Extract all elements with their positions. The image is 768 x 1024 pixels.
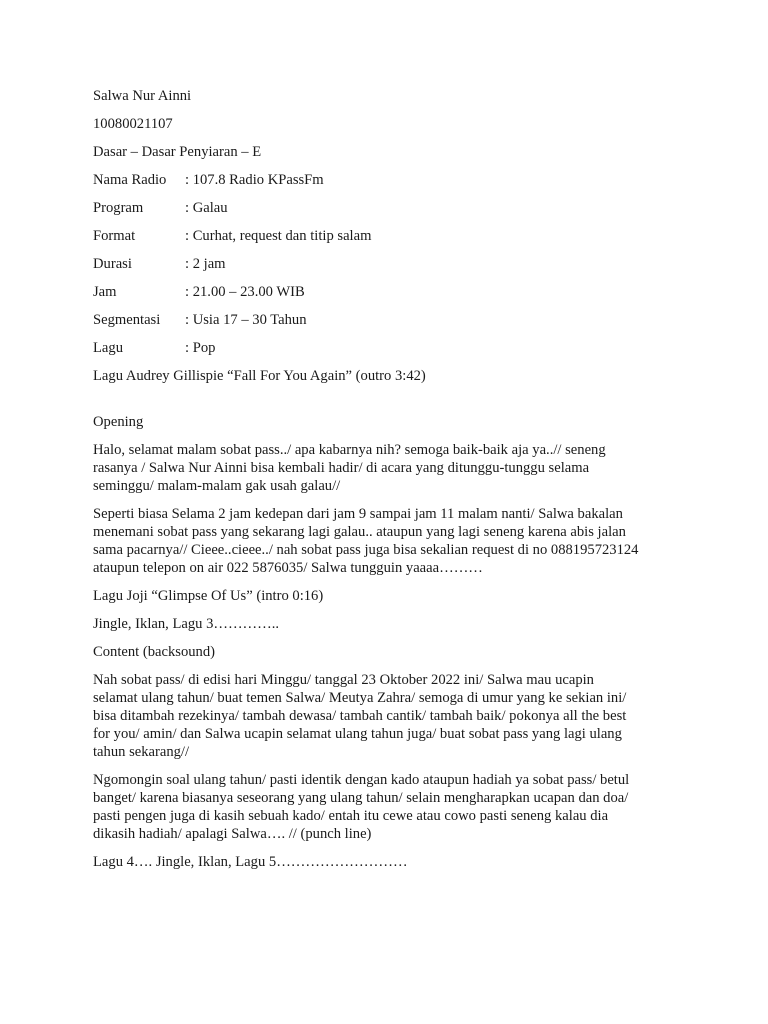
field-label: Nama Radio: [93, 172, 167, 188]
field-row-segmentation: [93, 311, 713, 329]
student-id: 10080021107: [93, 116, 173, 132]
jingle-cue-2: Lagu 4…. Jingle, Iklan, Lagu 5………………………: [93, 854, 408, 870]
author-name: Salwa Nur Ainni: [93, 88, 192, 104]
opening-paragraph-1: [93, 441, 713, 495]
field-row-time: [93, 283, 713, 301]
document-page: [93, 87, 713, 881]
text-line: menemani sobat pass yang sekarang lagi galau.. ataupun yang lagi seneng karena abis jalan: [93, 524, 626, 540]
section-heading-content: Content (backsound): [93, 644, 215, 660]
text-line: dikasih hadiah/ apalagi Salwa…. // (punch line): [93, 826, 372, 842]
content-paragraph-2: [93, 771, 713, 843]
text-line: Ngomongin soal ulang tahun/ pasti identik dengan kado ataupun hadiah ya sobat pass/ betul: [93, 772, 630, 788]
song-cue-2: Lagu Joji “Glimpse Of Us” (intro 0:16): [93, 588, 324, 604]
field-value: : Pop: [185, 340, 216, 356]
course-title: Dasar – Dasar Penyiaran – E: [93, 144, 262, 160]
text-line: ataupun telepon on air 022 5876035/ Salwa tungguin yaaaa………: [93, 560, 483, 576]
text-line: tahun sekarang//: [93, 744, 190, 760]
field-label: Format: [93, 228, 136, 244]
text-line: banget/ karena biasanya seseorang yang ulang tahun/ selain mengharapkan ucapan dan doa/: [93, 790, 629, 806]
field-value: : 2 jam: [185, 256, 226, 272]
text-line: rasanya / Salwa Nur Ainni bisa kembali hadir/ di acara yang ditunggu-tunggu selama: [93, 460, 590, 476]
text-line: Halo, selamat malam sobat pass../ apa kabarnya nih? semoga baik-baik aja ya..// seneng: [93, 442, 606, 458]
text-line: seminggu/ malam-malam gak usah galau//: [93, 478, 341, 494]
text-line: for you/ amin/ dan Salwa ucapin selamat ulang tahun juga/ buat sobat pass yang lagi ulang: [93, 726, 622, 742]
field-value: : Usia 17 – 30 Tahun: [185, 312, 307, 328]
field-label: Program: [93, 200, 144, 216]
opening-paragraph-2: [93, 505, 713, 577]
field-row-format: [93, 227, 713, 245]
field-row-duration: [93, 255, 713, 273]
text-line: Nah sobat pass/ di edisi hari Minggu/ tanggal 23 Oktober 2022 ini/ Salwa mau ucapin: [93, 672, 594, 688]
text-line: sama pacarnya// Cieee..cieee../ nah sobat pass juga bisa sekalian request di no 088195723124: [93, 542, 639, 558]
field-row-song-genre: [93, 339, 713, 357]
field-value: : 21.00 – 23.00 WIB: [185, 284, 305, 300]
field-label: Durasi: [93, 256, 132, 272]
song-cue-1: Lagu Audrey Gillispie “Fall For You Again” (outro 3:42): [93, 368, 426, 384]
text-line: pasti pengen juga di kasih sebuah kado/ entah itu cewe atau cowo pasti seneng kalau dia: [93, 808, 609, 824]
text-line: Seperti biasa Selama 2 jam kedepan dari jam 9 sampai jam 11 malam nanti/ Salwa bakalan: [93, 506, 623, 522]
section-heading-opening: Opening: [93, 414, 144, 430]
field-label: Segmentasi: [93, 312, 161, 328]
field-value: : 107.8 Radio KPassFm: [185, 172, 324, 188]
text-line: selamat ulang tahun/ buat temen Salwa/ Meutya Zahra/ semoga di umur yang ke sekian ini/: [93, 690, 627, 706]
spacer: [93, 395, 713, 413]
field-value: : Curhat, request dan titip salam: [185, 228, 372, 244]
field-label: Jam: [93, 284, 117, 300]
field-label: Lagu: [93, 340, 123, 356]
text-line: bisa ditambah rezekinya/ tambah dewasa/ tambah cantik/ tambah baik/ pokonya all the best: [93, 708, 627, 724]
field-row-radio-name: [93, 171, 713, 189]
field-value: : Galau: [185, 200, 228, 216]
jingle-cue-1: Jingle, Iklan, Lagu 3…………..: [93, 616, 280, 632]
field-row-program: [93, 199, 713, 217]
content-paragraph-1: [93, 671, 713, 761]
